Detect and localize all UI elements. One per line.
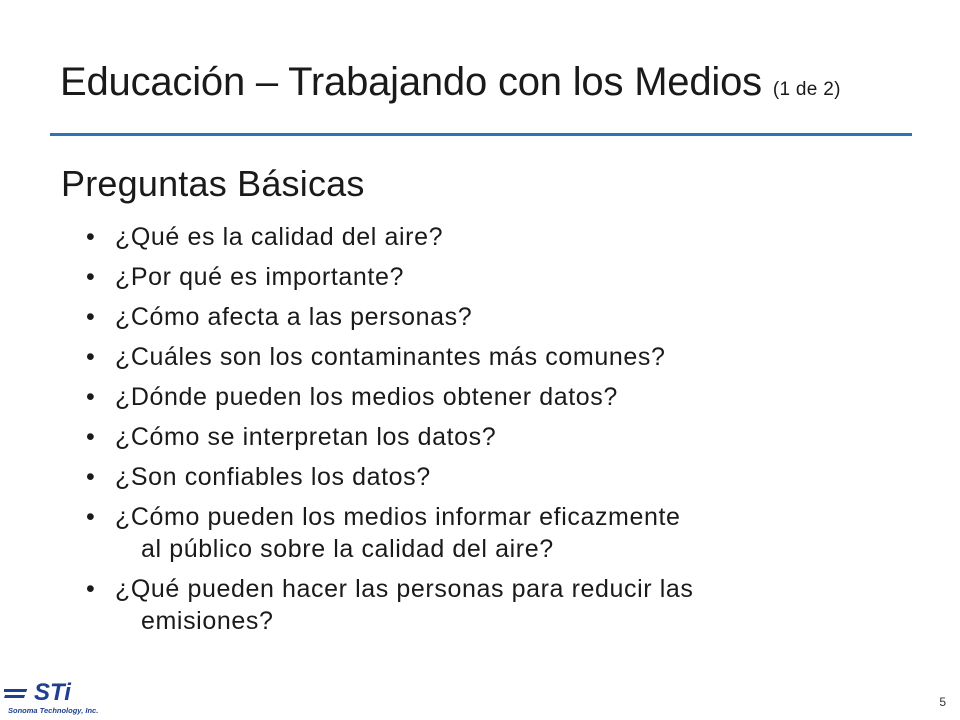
- bullet-list: [0, 221, 920, 645]
- bullet-dot: •: [86, 463, 96, 491]
- bullet-text: ¿Por qué es importante?: [115, 263, 404, 291]
- bullet-text: ¿Son confiables los datos?: [115, 463, 431, 491]
- sti-logo: [4, 676, 124, 718]
- bullet-dot: •: [86, 575, 96, 603]
- bullet-dot: •: [86, 503, 96, 531]
- bullet-item: [0, 261, 920, 293]
- title-divider: [50, 133, 912, 136]
- bullet-text: ¿Qué es la calidad del aire?: [115, 223, 444, 251]
- bullet-text-continued: al público sobre la calidad del aire?: [141, 535, 554, 563]
- bullet-text-continued: emisiones?: [141, 607, 274, 635]
- section-heading: Preguntas Básicas: [61, 163, 365, 204]
- logo-brand: STi: [34, 679, 71, 706]
- bullet-item: [0, 461, 920, 493]
- slide-title-main: Educación – Trabajando con los Medios: [60, 60, 762, 104]
- bullet-item: [0, 421, 920, 453]
- bullet-item: [0, 573, 920, 637]
- bullet-dot: •: [86, 423, 96, 451]
- bullet-item: [0, 381, 920, 413]
- slide-title: [60, 58, 930, 114]
- bullet-text: ¿Cómo se interpretan los datos?: [115, 423, 497, 451]
- bullet-item: [0, 501, 920, 565]
- bullet-item: [0, 301, 920, 333]
- bullet-dot: •: [86, 223, 96, 251]
- slide-title-sub: (1 de 2): [772, 79, 841, 100]
- bullet-text: ¿Cómo afecta a las personas?: [115, 303, 473, 331]
- bullet-text: ¿Dónde pueden los medios obtener datos?: [115, 383, 618, 411]
- bullet-dot: •: [86, 303, 96, 331]
- bullet-text: ¿Cómo pueden los medios informar eficazmente: [115, 503, 681, 531]
- bullet-text: ¿Cuáles son los contaminantes más comunes?: [115, 343, 666, 371]
- bullet-text: ¿Qué pueden hacer las personas para reducir las: [115, 575, 694, 603]
- logo-tagline: Sonoma Technology, Inc.: [8, 706, 99, 715]
- page-number: 5: [939, 695, 946, 709]
- bullet-item: [0, 341, 920, 373]
- bullet-dot: •: [86, 383, 96, 411]
- bullet-dot: •: [86, 343, 96, 371]
- bullet-item: [0, 221, 920, 253]
- bullet-dot: •: [86, 263, 96, 291]
